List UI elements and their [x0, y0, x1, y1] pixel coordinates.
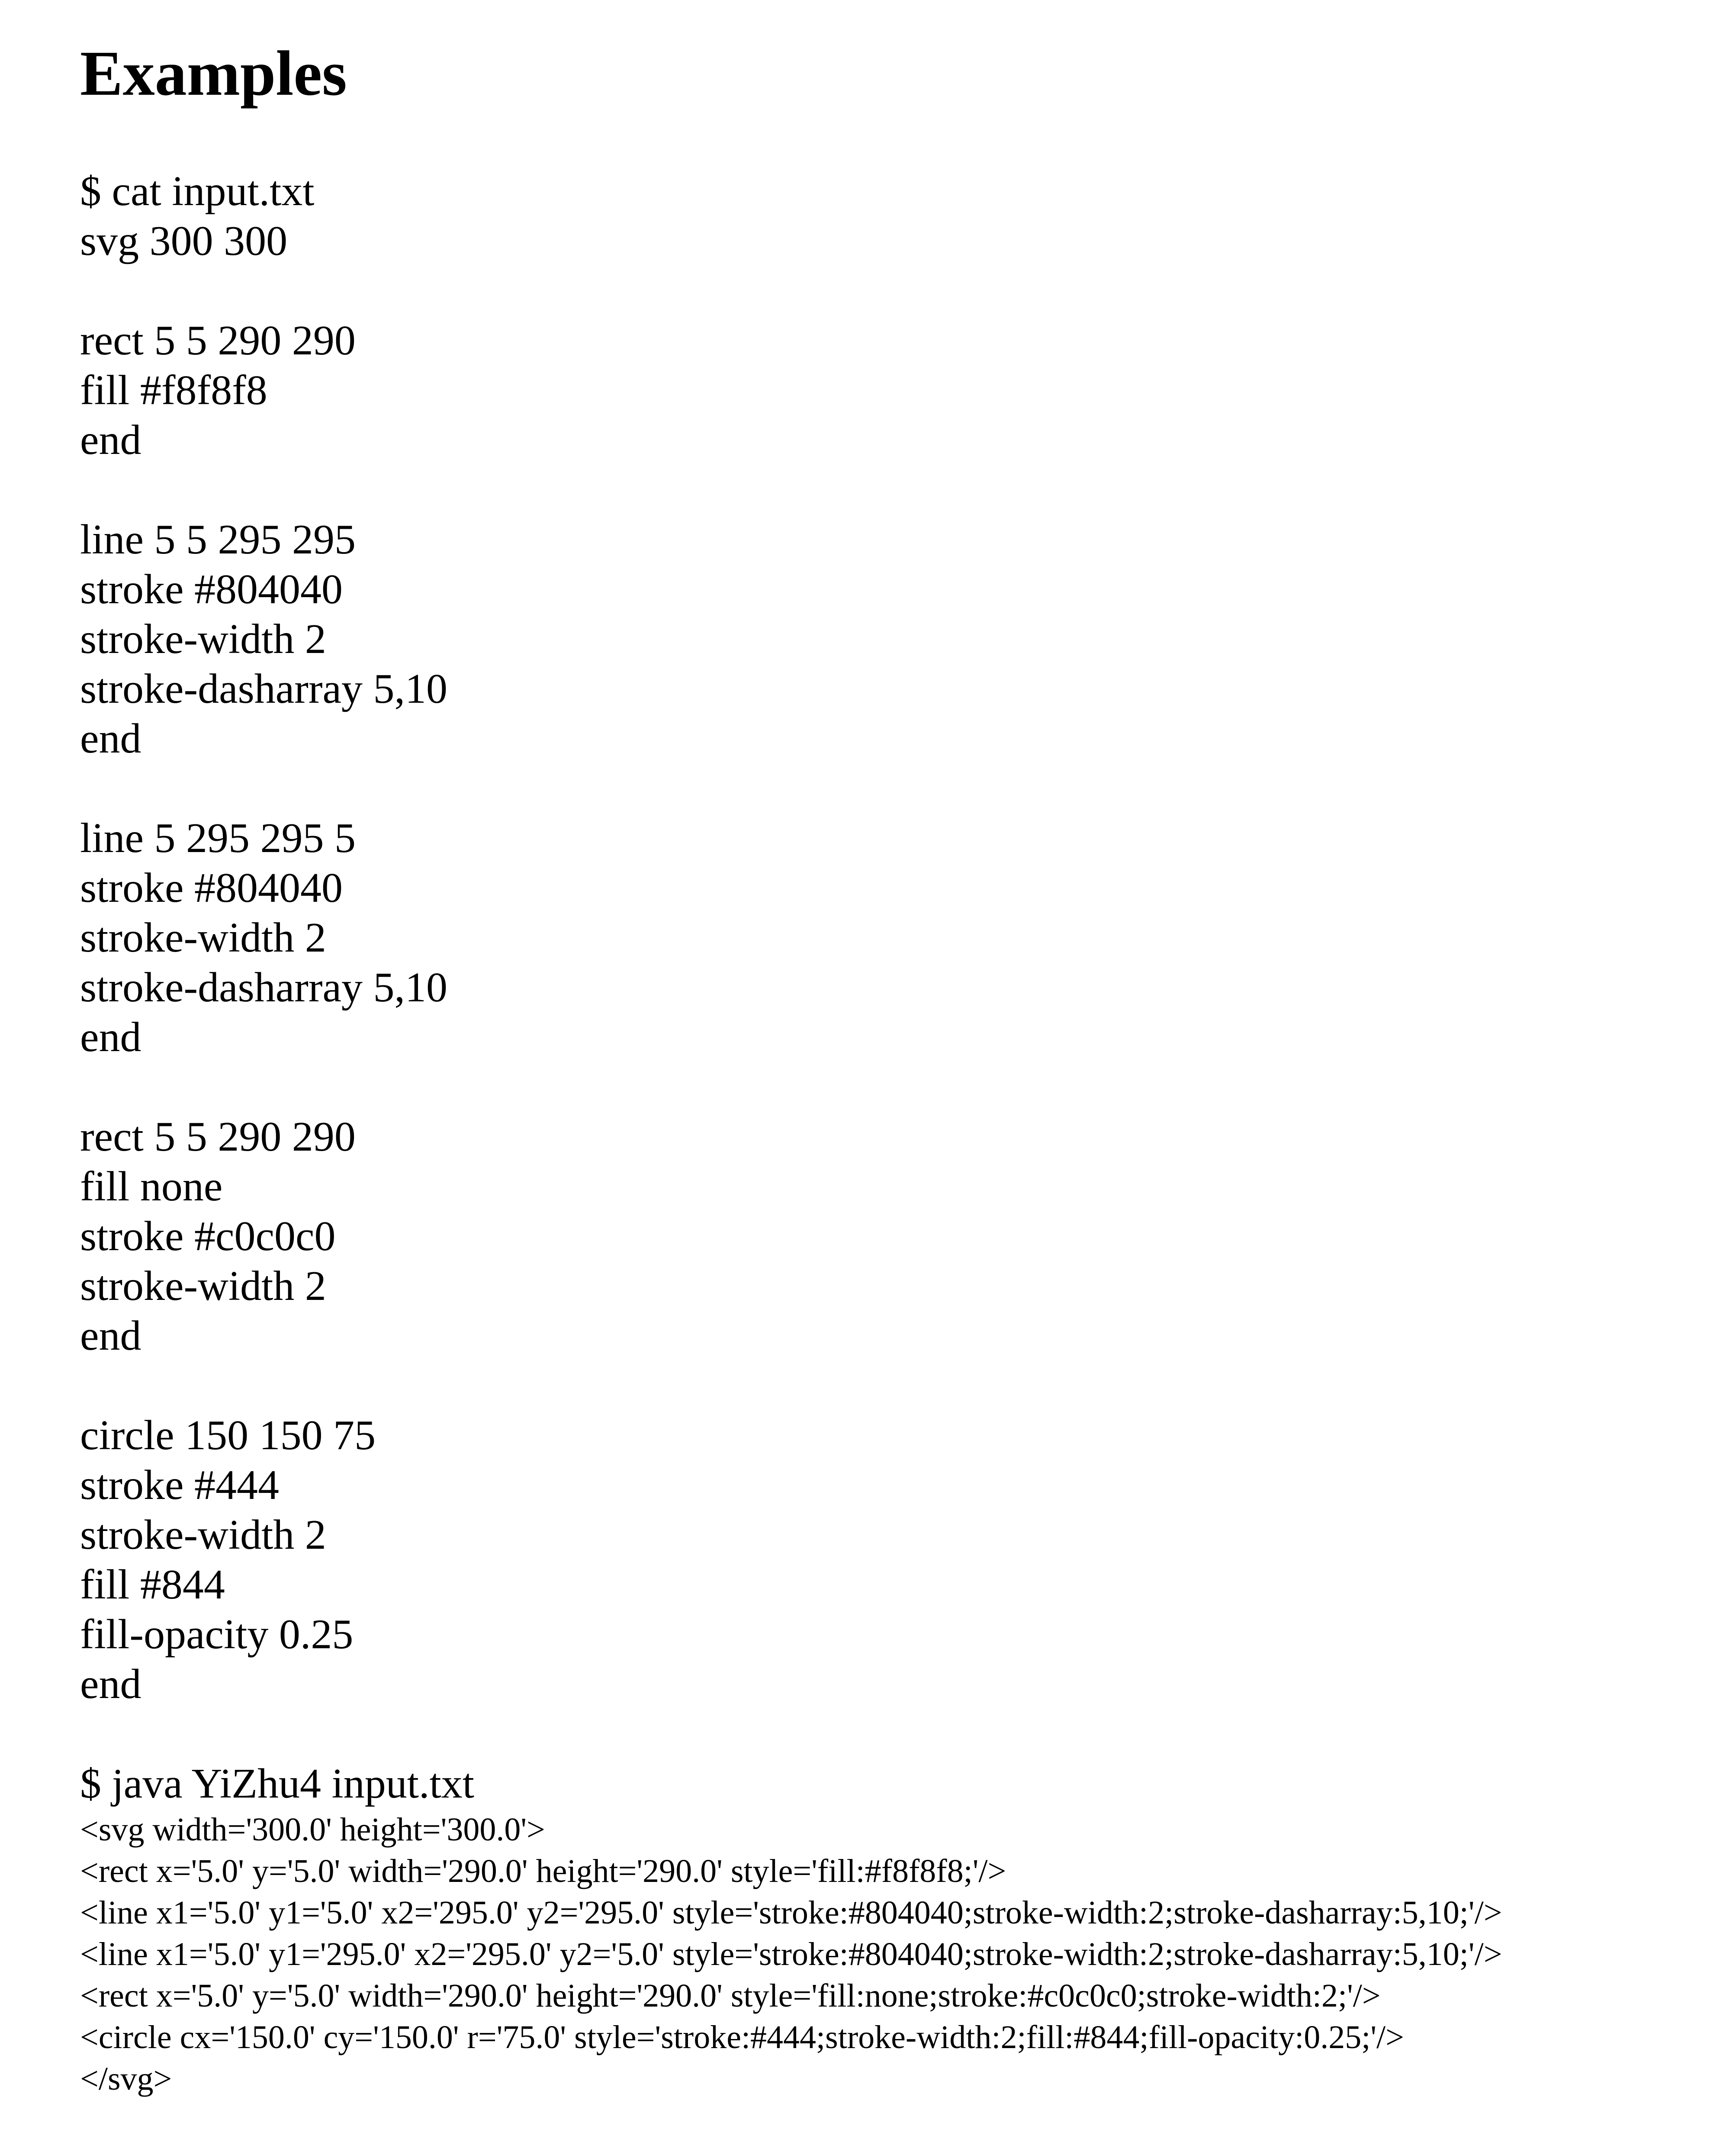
output-listing [80, 1809, 1724, 2100]
output-line: </svg> [80, 2061, 172, 2097]
input-line: fill #f8f8f8 [80, 367, 267, 414]
input-line: stroke-width 2 [80, 1512, 326, 1558]
input-line: stroke-dasharray 5,10 [80, 964, 448, 1011]
input-line: line 5 295 295 5 [80, 815, 356, 862]
input-line [80, 764, 1724, 814]
input-line: end [80, 1661, 141, 1708]
input-line: line 5 5 295 295 [80, 516, 356, 563]
input-line [80, 1361, 1724, 1411]
output-line: <rect x='5.0' y='5.0' width='290.0' height='290.0' style='fill:#f8f8f8;'/> [80, 1853, 1006, 1889]
input-line: stroke-width 2 [80, 914, 326, 961]
output-line: <circle cx='150.0' cy='150.0' r='75.0' style='stroke:#444;stroke-width:2;fill:#844;fill-opacity:0.25;'/> [80, 2019, 1405, 2055]
page-title: Examples [80, 38, 347, 109]
output-line: <line x1='5.0' y1='5.0' x2='295.0' y2='295.0' style='stroke:#804040;stroke-width:2;stroke-dasharray:5,10;'/> [80, 1894, 1502, 1931]
input-command: $ cat input.txt [80, 168, 315, 215]
output-line: <svg width='300.0' height='300.0'> [80, 1811, 545, 1848]
input-line: end [80, 417, 141, 463]
input-line: stroke #804040 [80, 566, 343, 613]
input-line: fill-opacity 0.25 [80, 1611, 354, 1658]
run-command: $ java YiZhu4 input.txt [80, 1760, 474, 1807]
document-page [80, 0, 1724, 2100]
input-line [80, 266, 1724, 316]
input-line: end [80, 1014, 141, 1061]
input-line: end [80, 1312, 141, 1359]
input-line: end [80, 715, 141, 762]
input-line: svg 300 300 [80, 218, 288, 264]
output-line: <line x1='5.0' y1='295.0' x2='295.0' y2='5.0' style='stroke:#804040;stroke-width:2;stroke-dasharray:5,10;'/> [80, 1936, 1502, 1972]
input-line [80, 465, 1724, 515]
input-line: stroke #804040 [80, 865, 343, 911]
input-line: stroke-width 2 [80, 1263, 326, 1309]
input-listing [80, 117, 1724, 1809]
input-line [80, 1709, 1724, 1759]
input-line: rect 5 5 290 290 [80, 1113, 356, 1160]
input-line: stroke #c0c0c0 [80, 1213, 336, 1260]
input-line: circle 150 150 75 [80, 1412, 376, 1459]
input-line: stroke-width 2 [80, 616, 326, 663]
input-line: fill none [80, 1163, 223, 1210]
input-line: fill #844 [80, 1561, 225, 1608]
output-line: <rect x='5.0' y='5.0' width='290.0' height='290.0' style='fill:none;stroke:#c0c0c0;stroke-width:2;'/> [80, 1978, 1381, 2014]
input-line [80, 1062, 1724, 1112]
input-line: rect 5 5 290 290 [80, 317, 356, 364]
input-line: stroke #444 [80, 1462, 279, 1508]
input-line: stroke-dasharray 5,10 [80, 666, 448, 712]
spacer [80, 117, 1724, 167]
